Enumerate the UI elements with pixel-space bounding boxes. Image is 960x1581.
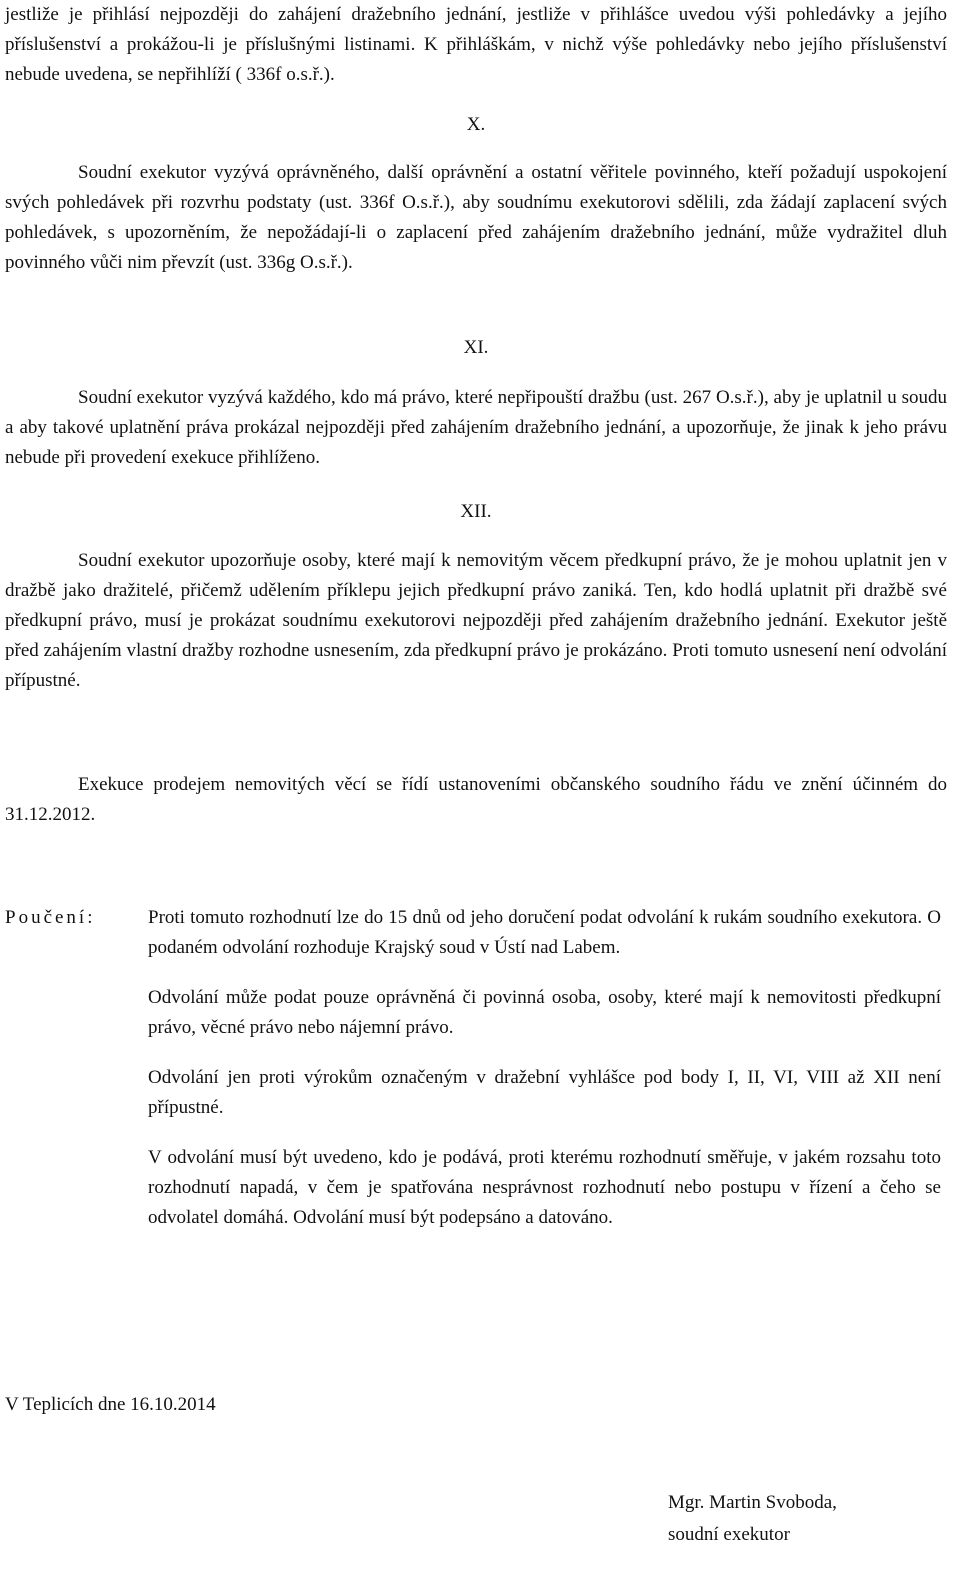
pouceni-paragraph: Proti tomuto rozhodnutí lze do 15 dnů od jeho doručení podat odvolání k rukám soudního exekutora. O podaném odvolání rozhoduje Krajský soud v Ústí nad Labem. [148, 907, 941, 958]
pouceni-paragraph: V odvolání musí být uvedeno, kdo je podává, proti kterému rozhodnutí směřuje, v jakém rozsahu toto rozhodnutí napadá, v čem je spatřována nesprávnost rozhodnutí nebo postupu v řízení a čeho se odvolatel domáhá. Odvolání musí být podepsáno a datováno. [148, 1147, 941, 1228]
section-text-xii: Soudní exekutor upozorňuje osoby, které mají k nemovitým věcem předkupní právo, že je mohou uplatnit jen v dražbě jako dražitelé, přičemž udělením příklepu jejich předkupní právo zaniká. Ten, kdo hodlá uplatnit při dražbě své předkupní právo, musí je prokázat soudnímu exekutorovi nejpozději před zahájením dražebního jednání. Exekutor ještě před zahájením vlastní dražby rozhodne usnesením, zda předkupní právo je prokázáno. Proti tomuto usnesení není odvolání přípustné. [5, 550, 947, 691]
section-text-xi: Soudní exekutor vyzývá každého, kdo má právo, které nepřipouští dražbu (ust. 267 O.s.ř.), aby je uplatnil u soudu a aby takové uplatnění práva prokázal nejpozději před zahájením dražebního jednání, a upozorňuje, že jinak k jeho právu nebude při provedení exekuce přihlíženo. [5, 387, 947, 468]
pouceni-label: Poučení: [5, 907, 96, 928]
pouceni-list [148, 903, 941, 1253]
section-text-x: Soudní exekutor vyzývá oprávněného, další oprávnění a ostatní věřitele povinného, kteří požadují uspokojení svých pohledávek při rozvrhu podstaty (ust. 336f O.s.ř.), aby soudnímu exekutorovi sdělili, zda žádají zaplacení svých pohledávek, s upozorněním, že nepožádají-li o zaplacení před zahájením dražebního jednání, může vydražitel dluh povinného vůči nim převzít (ust. 336g O.s.ř.). [5, 162, 947, 273]
section-heading-x: X. [466, 114, 486, 135]
section-heading-xi: XI. [463, 337, 489, 358]
pouceni-paragraph: Odvolání může podat pouze oprávněná či povinná osoba, osoby, které mají k nemovitosti předkupní právo, věcné právo nebo nájemní právo. [148, 987, 941, 1038]
signature-role: soudní exekutor [668, 1524, 790, 1545]
signature-block [668, 1487, 837, 1551]
section-heading-xii: XII. [460, 501, 492, 522]
pouceni-paragraph: Odvolání jen proti výrokům označeným v dražební vyhlášce pod body I, II, VI, VIII až XII není přípustné. [148, 1067, 941, 1118]
intro-paragraph: jestliže je přihlásí nejpozději do zahájení dražebního jednání, jestliže v přihlášce uvedou výši pohledávky a jejího příslušenství a prokážou-li je příslušnými listinami. K přihláškám, v nichž výše pohledávky nebo jejího příslušenství nebude uvedena, se nepřihlíží ( 336f o.s.ř.). [5, 4, 947, 85]
place-date: V Teplicích dne 16.10.2014 [5, 1394, 216, 1415]
law-note: Exekuce prodejem nemovitých věcí se řídí ustanoveními občanského soudního řádu ve znění účinném do 31.12.2012. [5, 774, 947, 825]
signature-name: Mgr. Martin Svoboda, [668, 1492, 837, 1513]
